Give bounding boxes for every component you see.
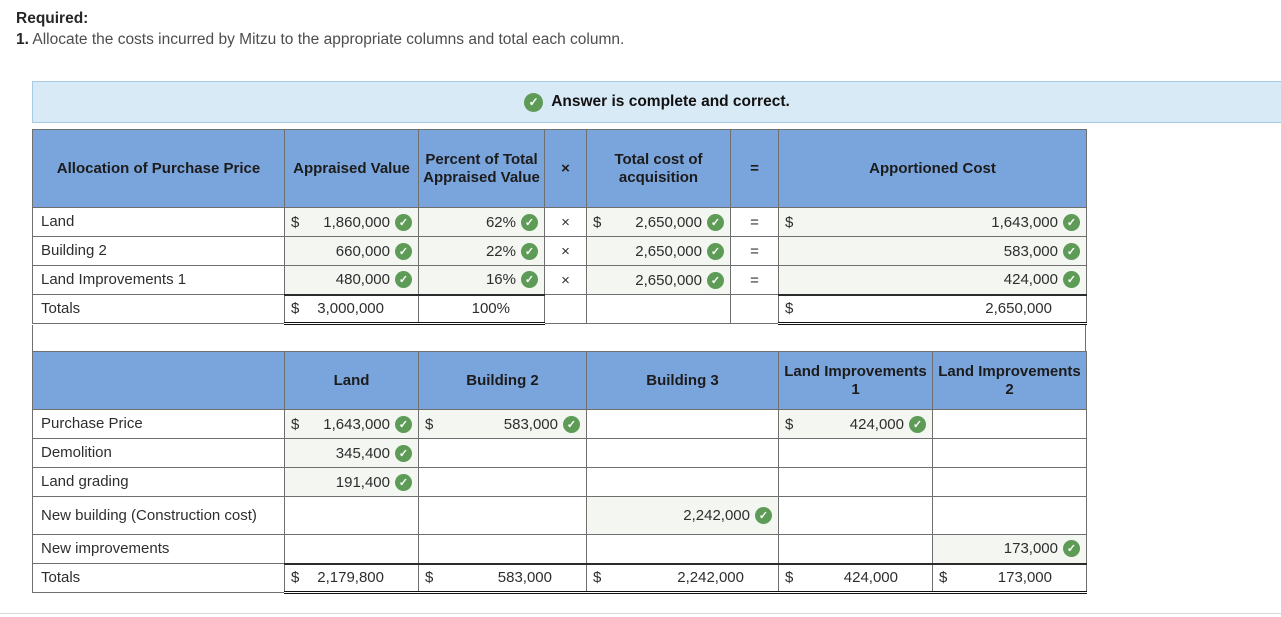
check-icon: ✓ [395,243,412,260]
empty-cell [933,410,1087,439]
empty-cell [779,468,933,497]
currency-symbol: $ [785,569,794,587]
cell-value: 424,000 [1003,271,1058,289]
allocation-table [32,129,1087,325]
instruction-number: 1. [16,31,29,48]
empty-cell [587,410,779,439]
table-row [33,439,1087,468]
land-cell[interactable] [285,468,419,497]
cell-value: 1,643,000 [991,213,1058,231]
row-label: Land Improvements 1 [33,266,285,295]
check-icon: ✓ [1063,271,1080,288]
empty-cell [545,295,587,324]
equals-cell: = [731,266,779,295]
banner-text: Answer is complete and correct. [551,93,790,110]
empty-cell [933,439,1087,468]
cost-distribution-table [32,351,1087,594]
cell-value: 2,650,000 [635,242,702,260]
total-cost-cell[interactable] [587,208,731,237]
land-total-cell [285,564,419,593]
check-icon: ✓ [521,243,538,260]
times-cell: × [545,237,587,266]
row-label: New building (Construction cost) [33,497,285,535]
currency-symbol: $ [291,300,300,318]
empty-cell [419,468,587,497]
row-label: Totals [33,295,285,324]
cell-value: 2,650,000 [635,271,702,289]
currency-symbol: $ [291,415,300,433]
appraised-value-cell[interactable] [285,266,419,295]
empty-cell [933,468,1087,497]
percent-total-cell [419,295,545,324]
table-row [33,208,1087,237]
instruction-text: Allocate the costs incurred by Mitzu to the appropriate columns and total each column. [28,31,625,48]
cell-value: 1,860,000 [323,213,390,231]
building3-cell[interactable] [587,497,779,535]
cell-value: 173,000 [997,569,1052,587]
header-land: Land [285,352,419,410]
apportioned-cost-cell[interactable] [779,266,1087,295]
check-icon: ✓ [524,93,543,112]
percent-cell[interactable] [419,208,545,237]
cell-value: 22% [485,242,516,260]
check-icon: ✓ [395,271,412,288]
row-label: Purchase Price [33,410,285,439]
totals-row [33,564,1087,593]
currency-symbol: $ [785,300,794,318]
empty-cell [419,497,587,535]
header-land-improvements-1: Land Improvements 1 [779,352,933,410]
empty-cell [419,535,587,564]
cell-value: 16% [485,271,516,289]
cell-value: 2,650,000 [635,213,702,231]
cell-value: 1,643,000 [323,415,390,433]
check-icon: ✓ [1063,214,1080,231]
cell-value: 583,000 [503,415,558,433]
check-icon: ✓ [395,416,412,433]
cell-value: 660,000 [335,242,390,260]
header-equals-sign: = [731,130,779,208]
currency-symbol: $ [291,569,300,587]
header-percent-of-total: Percent of Total Appraised Value [419,130,545,208]
cell-value: 2,179,800 [317,569,384,587]
row-label: Land grading [33,468,285,497]
table-gap [32,325,1086,351]
check-icon: ✓ [395,445,412,462]
times-cell: × [545,266,587,295]
allocation-header-row [33,130,1087,208]
header-building-2: Building 2 [419,352,587,410]
empty-cell [285,497,419,535]
empty-cell [731,295,779,324]
equals-cell: = [731,208,779,237]
row-label: Building 2 [33,237,285,266]
header-appraised-value: Appraised Value [285,130,419,208]
apportioned-cost-cell[interactable] [779,237,1087,266]
empty-cell [587,439,779,468]
table-row [33,410,1087,439]
empty-cell [587,295,731,324]
row-label: Totals [33,564,285,593]
table-row [33,497,1087,535]
land-cell[interactable] [285,439,419,468]
cell-value: 424,000 [843,569,898,587]
table-row [33,468,1087,497]
check-icon: ✓ [707,272,724,289]
page-bottom-divider [0,613,1281,617]
land-cell[interactable] [285,410,419,439]
header-allocation-of-purchase-price: Allocation of Purchase Price [33,130,285,208]
check-icon: ✓ [909,416,926,433]
land-improvements2-cell[interactable] [933,535,1087,564]
land-improvements1-cell[interactable] [779,410,933,439]
required-label: Required: [16,10,89,27]
currency-symbol: $ [593,569,602,587]
cell-value: 424,000 [849,415,904,433]
building3-total-cell [587,564,779,593]
row-label: New improvements [33,535,285,564]
totals-row [33,295,1087,324]
percent-cell[interactable] [419,266,545,295]
building2-cell[interactable] [419,410,587,439]
cell-value: 2,242,000 [677,569,744,587]
empty-cell [779,497,933,535]
cell-value: 2,650,000 [985,300,1052,318]
currency-symbol: $ [593,213,602,231]
empty-cell [933,497,1087,535]
apportioned-total-cell [779,295,1087,324]
check-icon: ✓ [395,474,412,491]
header-times-sign: × [545,130,587,208]
land-improvements2-total-cell [933,564,1087,593]
table-row [33,535,1087,564]
cell-value: 191,400 [335,473,390,491]
appraised-value-cell[interactable] [285,208,419,237]
currency-symbol: $ [785,415,794,433]
answer-status-banner [32,81,1281,123]
instruction-line [16,29,1281,51]
header-land-improvements-2: Land Improvements 2 [933,352,1087,410]
empty-cell [779,535,933,564]
percent-cell[interactable] [419,237,545,266]
times-cell: × [545,208,587,237]
check-icon: ✓ [521,271,538,288]
tables-container [32,129,1086,594]
total-cost-cell[interactable] [587,266,731,295]
check-icon: ✓ [707,243,724,260]
currency-symbol: $ [425,569,434,587]
empty-cell [779,439,933,468]
check-icon: ✓ [1063,540,1080,557]
currency-symbol: $ [785,213,794,231]
cell-value: 62% [485,213,516,231]
row-label: Demolition [33,439,285,468]
cell-value: 2,242,000 [683,507,750,524]
cell-value: 480,000 [335,271,390,289]
check-icon: ✓ [1063,243,1080,260]
appraised-total-cell [285,295,419,324]
table-row [33,237,1087,266]
cost-header-row [33,352,1087,410]
building2-total-cell [419,564,587,593]
cell-value: 100% [471,300,510,318]
total-cost-cell[interactable] [587,237,731,266]
cell-value: 173,000 [1003,540,1058,558]
header-building-3: Building 3 [587,352,779,410]
cell-value: 583,000 [1003,242,1058,260]
empty-cell [587,535,779,564]
check-icon: ✓ [707,214,724,231]
empty-cell [285,535,419,564]
currency-symbol: $ [291,213,300,231]
table-row [33,266,1087,295]
cell-value: 345,400 [335,444,390,462]
header-apportioned-cost: Apportioned Cost [779,130,1087,208]
check-icon: ✓ [563,416,580,433]
header-total-cost-acquisition: Total cost of acquisition [587,130,731,208]
apportioned-cost-cell[interactable] [779,208,1087,237]
equals-cell: = [731,237,779,266]
currency-symbol: $ [939,569,948,587]
row-label: Land [33,208,285,237]
land-improvements1-total-cell [779,564,933,593]
currency-symbol: $ [425,415,434,433]
check-icon: ✓ [395,214,412,231]
check-icon: ✓ [755,507,772,524]
empty-cell [587,468,779,497]
appraised-value-cell[interactable] [285,237,419,266]
empty-cell [419,439,587,468]
header-blank [33,352,285,410]
cell-value: 3,000,000 [317,300,384,318]
cell-value: 583,000 [497,569,552,587]
check-icon: ✓ [521,214,538,231]
